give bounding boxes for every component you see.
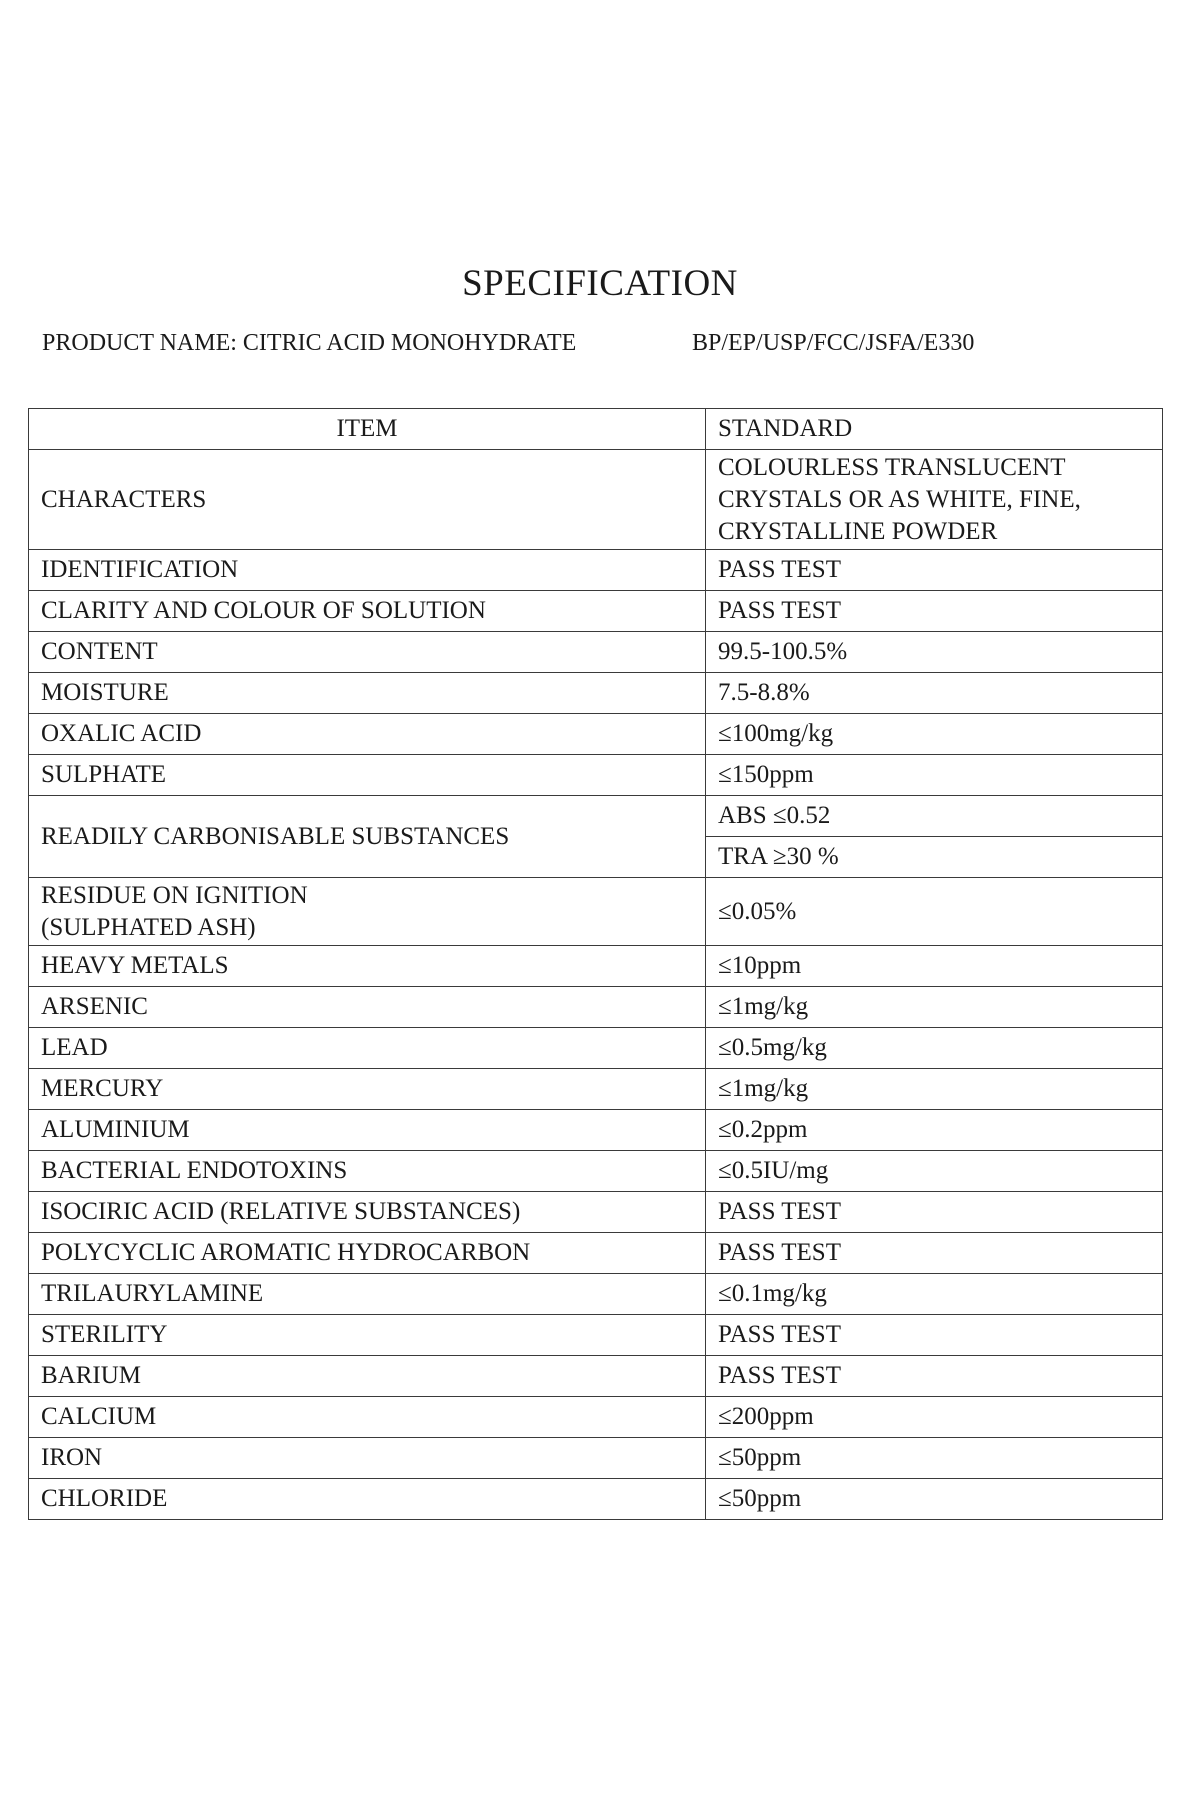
product-standards: BP/EP/USP/FCC/JSFA/E330 <box>692 330 975 356</box>
standard-cell: ≤50ppm <box>706 1479 1163 1520</box>
item-cell: IDENTIFICATION <box>29 550 706 591</box>
header-standard: STANDARD <box>706 409 1163 450</box>
item-cell: CALCIUM <box>29 1397 706 1438</box>
standard-cell: ≤0.1mg/kg <box>706 1274 1163 1315</box>
item-cell: BARIUM <box>29 1356 706 1397</box>
table-row <box>29 1192 1163 1233</box>
item-cell: READILY CARBONISABLE SUBSTANCES <box>29 796 706 878</box>
header-item: ITEM <box>29 409 706 450</box>
table-row <box>29 1151 1163 1192</box>
product-name: PRODUCT NAME: CITRIC ACID MONOHYDRATE <box>42 330 577 356</box>
table-row <box>29 591 1163 632</box>
specification-table <box>28 408 1163 1520</box>
standard-line: COLOURLESS TRANSLUCENT <box>718 453 1066 481</box>
standard-cell: PASS TEST <box>706 1192 1163 1233</box>
standard-cell: ≤200ppm <box>706 1397 1163 1438</box>
item-cell: SULPHATE <box>29 755 706 796</box>
table-row <box>29 796 1163 837</box>
item-line: RESIDUE ON IGNITION <box>41 881 308 909</box>
standard-cell: ≤0.05% <box>706 878 1163 946</box>
standard-cell: PASS TEST <box>706 1356 1163 1397</box>
item-cell: CHLORIDE <box>29 1479 706 1520</box>
item-cell: CLARITY AND COLOUR OF SOLUTION <box>29 591 706 632</box>
standard-cell: ≤10ppm <box>706 946 1163 987</box>
item-cell: HEAVY METALS <box>29 946 706 987</box>
item-cell: OXALIC ACID <box>29 714 706 755</box>
item-cell: LEAD <box>29 1028 706 1069</box>
standard-cell: ≤0.2ppm <box>706 1110 1163 1151</box>
item-cell: POLYCYCLIC AROMATIC HYDROCARBON <box>29 1233 706 1274</box>
standard-cell: PASS TEST <box>706 591 1163 632</box>
document-title: SPECIFICATION <box>462 263 738 304</box>
table-row <box>29 755 1163 796</box>
item-cell: MOISTURE <box>29 673 706 714</box>
standard-cell: ≤0.5IU/mg <box>706 1151 1163 1192</box>
item-cell: MERCURY <box>29 1069 706 1110</box>
table-row <box>29 450 1163 550</box>
table-row <box>29 1397 1163 1438</box>
table-row <box>29 673 1163 714</box>
table-row <box>29 1069 1163 1110</box>
standard-line: CRYSTALLINE POWDER <box>718 517 998 545</box>
table-row <box>29 1438 1163 1479</box>
item-cell <box>29 878 706 946</box>
standard-cell: ABS ≤0.52 <box>706 796 1163 837</box>
table-row <box>29 1233 1163 1274</box>
table-row <box>29 878 1163 946</box>
item-cell: ARSENIC <box>29 987 706 1028</box>
table-row <box>29 987 1163 1028</box>
table-row <box>29 632 1163 673</box>
table-row <box>29 1274 1163 1315</box>
table-row <box>29 1028 1163 1069</box>
standard-cell: 7.5-8.8% <box>706 673 1163 714</box>
table-row <box>29 1315 1163 1356</box>
item-cell: CONTENT <box>29 632 706 673</box>
item-cell: CHARACTERS <box>29 450 706 550</box>
standard-line: CRYSTALS OR AS WHITE, FINE, <box>718 485 1081 513</box>
standard-cell: ≤100mg/kg <box>706 714 1163 755</box>
standard-cell: TRA ≥30 % <box>706 837 1163 878</box>
standard-cell: ≤50ppm <box>706 1438 1163 1479</box>
item-cell: STERILITY <box>29 1315 706 1356</box>
standard-cell: ≤150ppm <box>706 755 1163 796</box>
standard-cell: PASS TEST <box>706 1315 1163 1356</box>
standard-cell: ≤1mg/kg <box>706 987 1163 1028</box>
table-row <box>29 1110 1163 1151</box>
item-line: (SULPHATED ASH) <box>41 913 256 941</box>
standard-cell: ≤1mg/kg <box>706 1069 1163 1110</box>
product-name-line <box>42 330 975 357</box>
item-cell: IRON <box>29 1438 706 1479</box>
table-row <box>29 1479 1163 1520</box>
item-cell: TRILAURYLAMINE <box>29 1274 706 1315</box>
standard-cell: 99.5-100.5% <box>706 632 1163 673</box>
table-header-row <box>29 409 1163 450</box>
item-cell: ALUMINIUM <box>29 1110 706 1151</box>
standard-cell <box>706 450 1163 550</box>
item-cell: ISOCIRIC ACID (RELATIVE SUBSTANCES) <box>29 1192 706 1233</box>
table-row <box>29 946 1163 987</box>
table-row <box>29 550 1163 591</box>
table-row <box>29 714 1163 755</box>
standard-cell: ≤0.5mg/kg <box>706 1028 1163 1069</box>
table-row <box>29 1356 1163 1397</box>
item-cell: BACTERIAL ENDOTOXINS <box>29 1151 706 1192</box>
standard-cell: PASS TEST <box>706 1233 1163 1274</box>
standard-cell: PASS TEST <box>706 550 1163 591</box>
